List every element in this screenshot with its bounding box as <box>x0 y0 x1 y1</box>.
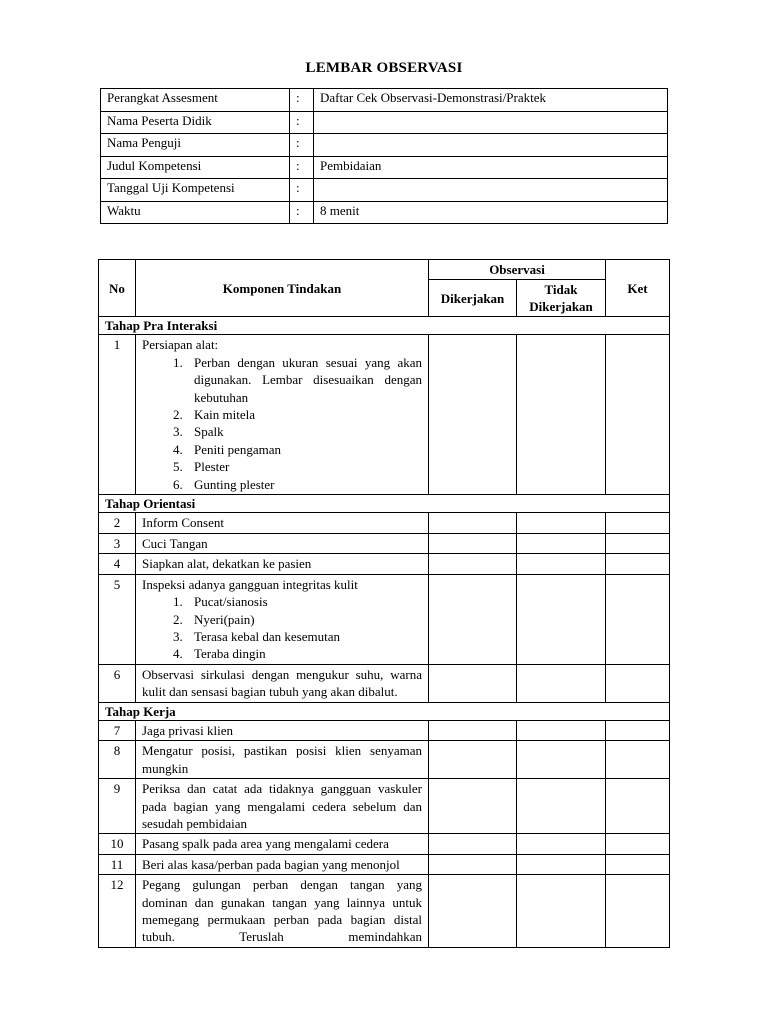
ket-cell[interactable] <box>606 720 670 740</box>
row-action: Periksa dan catat ada tidaknya gangguan vaskuler pada bagian yang mengalami cedera sebelum dan sesudah pembidaian <box>136 779 429 834</box>
ket-cell[interactable] <box>606 741 670 779</box>
item-list <box>142 593 422 663</box>
tidak-dikerjakan-cell[interactable] <box>517 779 606 834</box>
tidak-dikerjakan-cell[interactable] <box>517 533 606 553</box>
page-title: LEMBAR OBSERVASI <box>305 60 463 76</box>
info-colon: : <box>290 111 314 134</box>
ket-cell[interactable] <box>606 854 670 874</box>
row-action <box>136 574 429 664</box>
info-label: Nama Peserta Didik <box>101 111 290 134</box>
dikerjakan-cell[interactable] <box>429 741 517 779</box>
row-action: Beri alas kasa/perban pada bagian yang menonjol <box>136 854 429 874</box>
info-value[interactable] <box>314 179 668 202</box>
row-action: Cuci Tangan <box>136 533 429 553</box>
info-table <box>100 88 668 224</box>
info-value[interactable]: Daftar Cek Observasi-Demonstrasi/Praktek <box>314 89 668 112</box>
row-number: 8 <box>99 741 136 779</box>
list-item: 2. Nyeri(pain) <box>186 611 422 628</box>
row-number: 10 <box>99 834 136 854</box>
info-colon: : <box>290 134 314 157</box>
table-row <box>99 533 670 553</box>
row-action: Pegang gulungan perban dengan tangan yang dominan dan gunakan tangan yang lainnya untuk memegang permukaan perban pada bagian distal tubuh. Teruslah memindahkan <box>136 875 429 948</box>
info-row <box>101 156 668 179</box>
ket-cell[interactable] <box>606 335 670 495</box>
dikerjakan-cell[interactable] <box>429 335 517 495</box>
row-action: Observasi sirkulasi dengan mengukur suhu, warna kulit dan sensasi bagian tubuh yang akan dibalut. <box>136 664 429 702</box>
tidak-dikerjakan-cell[interactable] <box>517 875 606 948</box>
row-number: 2 <box>99 513 136 533</box>
header-komponen: Komponen Tindakan <box>136 260 429 317</box>
ket-cell[interactable] <box>606 554 670 574</box>
row-number: 12 <box>99 875 136 948</box>
list-item: 1. Perban dengan ukuran sesuai yang akan digunakan. Lembar disesuaikan dengan kebutuhan <box>186 354 422 406</box>
dikerjakan-cell[interactable] <box>429 834 517 854</box>
observation-table <box>98 259 670 948</box>
info-row <box>101 134 668 157</box>
table-row <box>99 741 670 779</box>
table-row <box>99 720 670 740</box>
info-value[interactable] <box>314 111 668 134</box>
info-colon: : <box>290 179 314 202</box>
info-value[interactable]: Pembidaian <box>314 156 668 179</box>
info-label: Judul Kompetensi <box>101 156 290 179</box>
dikerjakan-cell[interactable] <box>429 720 517 740</box>
tidak-dikerjakan-cell[interactable] <box>517 335 606 495</box>
row-number: 3 <box>99 533 136 553</box>
stage-heading: Tahap Orientasi <box>99 495 670 513</box>
list-item: 5. Plester <box>186 458 422 475</box>
dikerjakan-cell[interactable] <box>429 664 517 702</box>
info-colon: : <box>290 89 314 112</box>
row-number: 5 <box>99 574 136 664</box>
row-number: 1 <box>99 335 136 495</box>
info-colon: : <box>290 201 314 224</box>
table-row <box>99 513 670 533</box>
header-tidak-dikerjakan: Tidak Dikerjakan <box>517 280 606 317</box>
row-text: Persiapan alat: <box>142 337 219 353</box>
info-label: Tanggal Uji Kompetensi <box>101 179 290 202</box>
table-row <box>99 834 670 854</box>
ket-cell[interactable] <box>606 779 670 834</box>
ket-cell[interactable] <box>606 664 670 702</box>
tidak-dikerjakan-cell[interactable] <box>517 854 606 874</box>
dikerjakan-cell[interactable] <box>429 875 517 948</box>
table-row <box>99 875 670 948</box>
list-item: 4. Teraba dingin <box>186 645 422 662</box>
info-row <box>101 111 668 134</box>
ket-cell[interactable] <box>606 513 670 533</box>
tidak-dikerjakan-cell[interactable] <box>517 513 606 533</box>
item-list <box>142 354 422 493</box>
dikerjakan-cell[interactable] <box>429 854 517 874</box>
dikerjakan-cell[interactable] <box>429 533 517 553</box>
row-number: 7 <box>99 720 136 740</box>
tidak-dikerjakan-cell[interactable] <box>517 741 606 779</box>
table-row <box>99 854 670 874</box>
dikerjakan-cell[interactable] <box>429 554 517 574</box>
ket-cell[interactable] <box>606 533 670 553</box>
info-label: Nama Penguji <box>101 134 290 157</box>
header-no: No <box>99 260 136 317</box>
table-row <box>99 664 670 702</box>
tidak-dikerjakan-cell[interactable] <box>517 554 606 574</box>
info-row <box>101 201 668 224</box>
header-observasi: Observasi <box>429 260 606 280</box>
dikerjakan-cell[interactable] <box>429 574 517 664</box>
row-number: 4 <box>99 554 136 574</box>
row-number: 11 <box>99 854 136 874</box>
info-label: Waktu <box>101 201 290 224</box>
table-row <box>99 779 670 834</box>
stage-heading: Tahap Kerja <box>99 702 670 720</box>
tidak-dikerjakan-cell[interactable] <box>517 834 606 854</box>
ket-cell[interactable] <box>606 875 670 948</box>
info-colon: : <box>290 156 314 179</box>
ket-cell[interactable] <box>606 834 670 854</box>
list-item: 6. Gunting plester <box>186 476 422 493</box>
table-row <box>99 335 670 495</box>
row-action: Inform Consent <box>136 513 429 533</box>
ket-cell[interactable] <box>606 574 670 664</box>
tidak-dikerjakan-cell[interactable] <box>517 720 606 740</box>
table-row <box>99 574 670 664</box>
info-value[interactable]: 8 menit <box>314 201 668 224</box>
header-ket: Ket <box>606 260 670 317</box>
row-number: 9 <box>99 779 136 834</box>
dikerjakan-cell[interactable] <box>429 779 517 834</box>
row-number: 6 <box>99 664 136 702</box>
row-action: Mengatur posisi, pastikan posisi klien senyaman mungkin <box>136 741 429 779</box>
list-item: 3. Spalk <box>186 423 422 440</box>
info-row <box>101 89 668 112</box>
list-item: 3. Terasa kebal dan kesemutan <box>186 628 422 645</box>
table-row <box>99 554 670 574</box>
tidak-dikerjakan-cell[interactable] <box>517 574 606 664</box>
header-dikerjakan: Dikerjakan <box>429 280 517 317</box>
info-label: Perangkat Assesment <box>101 89 290 112</box>
list-item: 4. Peniti pengaman <box>186 441 422 458</box>
row-action: Jaga privasi klien <box>136 720 429 740</box>
list-item: 2. Kain mitela <box>186 406 422 423</box>
row-action: Siapkan alat, dekatkan ke pasien <box>136 554 429 574</box>
dikerjakan-cell[interactable] <box>429 513 517 533</box>
info-row <box>101 179 668 202</box>
row-action: Pasang spalk pada area yang mengalami cedera <box>136 834 429 854</box>
info-value[interactable] <box>314 134 668 157</box>
tidak-dikerjakan-cell[interactable] <box>517 664 606 702</box>
row-text: Inspeksi adanya gangguan integritas kulit <box>142 576 358 592</box>
stage-heading: Tahap Pra Interaksi <box>99 317 670 335</box>
list-item: 1. Pucat/sianosis <box>186 593 422 610</box>
row-action <box>136 335 429 495</box>
